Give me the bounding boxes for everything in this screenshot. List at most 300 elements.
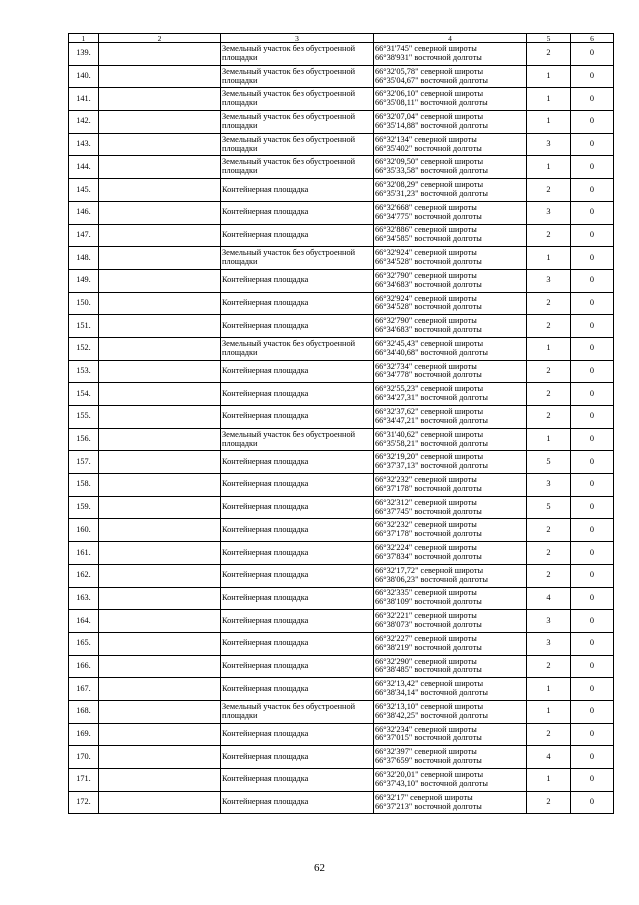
- count-value: 3: [527, 133, 571, 156]
- site-type: Контейнерная площадка: [221, 201, 374, 224]
- longitude: 66°34'528" восточной долготы: [375, 257, 482, 267]
- count-value: 2: [527, 224, 571, 247]
- table-row: [69, 632, 614, 655]
- table-row: [69, 519, 614, 542]
- coordinates-cell: [374, 542, 527, 565]
- row-number: 139.: [69, 43, 99, 66]
- count-value: 1: [527, 337, 571, 360]
- latitude: 66°32'06,10" северной широты: [375, 89, 484, 99]
- zero-value: 0: [571, 406, 614, 429]
- empty-cell: [99, 723, 221, 746]
- row-number: 143.: [69, 133, 99, 156]
- row-number: 161.: [69, 542, 99, 565]
- count-value: 1: [527, 111, 571, 134]
- table-row: [69, 791, 614, 814]
- row-number: 171.: [69, 769, 99, 792]
- empty-cell: [99, 655, 221, 678]
- count-value: 3: [527, 269, 571, 292]
- longitude: 66°37'37,13" восточной долготы: [375, 461, 488, 471]
- empty-cell: [99, 224, 221, 247]
- zero-value: 0: [571, 156, 614, 179]
- longitude: 66°37'745" восточной долготы: [375, 506, 482, 516]
- empty-cell: [99, 451, 221, 474]
- zero-value: 0: [571, 337, 614, 360]
- latitude: 66°32'17" северной широты: [375, 792, 473, 802]
- table-row: [69, 269, 614, 292]
- longitude: 66°35'33,58" восточной долготы: [375, 166, 488, 176]
- row-number: 154.: [69, 383, 99, 406]
- row-number: 158.: [69, 474, 99, 497]
- site-type: Контейнерная площадка: [221, 383, 374, 406]
- zero-value: 0: [571, 247, 614, 270]
- latitude: 66°32'55,23" северной широты: [375, 384, 484, 394]
- empty-cell: [99, 700, 221, 723]
- table-row: [69, 337, 614, 360]
- coordinates-cell: [374, 791, 527, 814]
- site-type: Контейнерная площадка: [221, 746, 374, 769]
- coordinates-cell: [374, 247, 527, 270]
- count-value: 1: [527, 247, 571, 270]
- empty-cell: [99, 474, 221, 497]
- site-type: Контейнерная площадка: [221, 791, 374, 814]
- coordinates-cell: [374, 519, 527, 542]
- count-value: 2: [527, 292, 571, 315]
- table-row: [69, 406, 614, 429]
- latitude: 66°32'734" северной широты: [375, 361, 477, 371]
- coordinates-cell: [374, 179, 527, 202]
- longitude: 66°34'585" восточной долготы: [375, 234, 482, 244]
- row-number: 153.: [69, 360, 99, 383]
- site-type: Контейнерная площадка: [221, 474, 374, 497]
- table-row: [69, 43, 614, 66]
- coordinates-cell: [374, 655, 527, 678]
- coordinates-cell: [374, 111, 527, 134]
- empty-cell: [99, 65, 221, 88]
- site-type: Земельный участок без обустроенной площадки: [221, 337, 374, 360]
- count-value: 3: [527, 201, 571, 224]
- row-number: 141.: [69, 88, 99, 111]
- latitude: 66°32'13,42" северной широты: [375, 679, 484, 689]
- row-number: 155.: [69, 406, 99, 429]
- table-row: [69, 655, 614, 678]
- longitude: 66°37'178" восточной долготы: [375, 529, 482, 539]
- empty-cell: [99, 632, 221, 655]
- site-type: Земельный участок без обустроенной площадки: [221, 428, 374, 451]
- zero-value: 0: [571, 587, 614, 610]
- latitude: 66°32'37,62" северной широты: [375, 406, 484, 416]
- coordinates-cell: [374, 496, 527, 519]
- table-row: [69, 678, 614, 701]
- registry-table-body: [69, 34, 614, 814]
- zero-value: 0: [571, 269, 614, 292]
- coordinates-cell: [374, 474, 527, 497]
- count-value: 1: [527, 700, 571, 723]
- latitude: 66°32'312" северной широты: [375, 497, 477, 507]
- empty-cell: [99, 201, 221, 224]
- longitude: 66°34'683" восточной долготы: [375, 279, 482, 289]
- latitude: 66°32'886" северной широты: [375, 225, 477, 235]
- empty-cell: [99, 496, 221, 519]
- zero-value: 0: [571, 474, 614, 497]
- site-type: Земельный участок без обустроенной площадки: [221, 133, 374, 156]
- column-number: 1: [69, 34, 99, 43]
- table-row: [69, 428, 614, 451]
- count-value: 2: [527, 542, 571, 565]
- longitude: 66°37'213" восточной долготы: [375, 801, 482, 811]
- empty-cell: [99, 179, 221, 202]
- column-number-row: [69, 34, 614, 43]
- table-row: [69, 65, 614, 88]
- row-number: 150.: [69, 292, 99, 315]
- table-row: [69, 179, 614, 202]
- longitude: 66°35'402" восточной долготы: [375, 143, 482, 153]
- count-value: 4: [527, 746, 571, 769]
- zero-value: 0: [571, 746, 614, 769]
- count-value: 2: [527, 179, 571, 202]
- longitude: 66°35'58,21" восточной долготы: [375, 438, 488, 448]
- latitude: 66°31'745" северной широты: [375, 43, 477, 53]
- row-number: 167.: [69, 678, 99, 701]
- row-number: 163.: [69, 587, 99, 610]
- empty-cell: [99, 791, 221, 814]
- latitude: 66°32'668" северной широты: [375, 202, 477, 212]
- empty-cell: [99, 610, 221, 633]
- latitude: 66°32'397" северной широты: [375, 747, 477, 757]
- count-value: 2: [527, 791, 571, 814]
- empty-cell: [99, 519, 221, 542]
- latitude: 66°32'924" северной широты: [375, 248, 477, 258]
- site-type: Контейнерная площадка: [221, 723, 374, 746]
- zero-value: 0: [571, 65, 614, 88]
- count-value: 1: [527, 428, 571, 451]
- empty-cell: [99, 564, 221, 587]
- longitude: 66°37'178" восточной долготы: [375, 483, 482, 493]
- longitude: 66°35'14,88" восточной долготы: [375, 120, 488, 130]
- row-number: 151.: [69, 315, 99, 338]
- empty-cell: [99, 315, 221, 338]
- table-row: [69, 88, 614, 111]
- row-number: 156.: [69, 428, 99, 451]
- site-type: Контейнерная площадка: [221, 678, 374, 701]
- site-type: Земельный участок без обустроенной площадки: [221, 700, 374, 723]
- site-type: Контейнерная площадка: [221, 769, 374, 792]
- table-row: [69, 610, 614, 633]
- count-value: 2: [527, 360, 571, 383]
- longitude: 66°34'40,68" восточной долготы: [375, 347, 488, 357]
- count-value: 2: [527, 564, 571, 587]
- latitude: 66°32'227" северной широты: [375, 633, 477, 643]
- coordinates-cell: [374, 315, 527, 338]
- row-number: 157.: [69, 451, 99, 474]
- coordinates-cell: [374, 269, 527, 292]
- row-number: 166.: [69, 655, 99, 678]
- column-number: 6: [571, 34, 614, 43]
- count-value: 2: [527, 43, 571, 66]
- count-value: 3: [527, 632, 571, 655]
- latitude: 66°32'20,01" северной широты: [375, 769, 484, 779]
- empty-cell: [99, 133, 221, 156]
- longitude: 66°37'43,10" восточной долготы: [375, 778, 488, 788]
- count-value: 5: [527, 496, 571, 519]
- empty-cell: [99, 88, 221, 111]
- column-number: 4: [374, 34, 527, 43]
- site-type: Контейнерная площадка: [221, 632, 374, 655]
- table-row: [69, 564, 614, 587]
- longitude: 66°38'219" восточной долготы: [375, 642, 482, 652]
- empty-cell: [99, 428, 221, 451]
- column-number: 3: [221, 34, 374, 43]
- coordinates-cell: [374, 610, 527, 633]
- latitude: 66°32'924" северной широты: [375, 293, 477, 303]
- zero-value: 0: [571, 224, 614, 247]
- count-value: 4: [527, 587, 571, 610]
- longitude: 66°38'073" восточной долготы: [375, 620, 482, 630]
- table-row: [69, 451, 614, 474]
- zero-value: 0: [571, 564, 614, 587]
- zero-value: 0: [571, 700, 614, 723]
- latitude: 66°32'134" северной широты: [375, 134, 477, 144]
- zero-value: 0: [571, 88, 614, 111]
- longitude: 66°35'08,11" восточной долготы: [375, 98, 488, 108]
- zero-value: 0: [571, 723, 614, 746]
- zero-value: 0: [571, 678, 614, 701]
- row-number: 145.: [69, 179, 99, 202]
- coordinates-cell: [374, 224, 527, 247]
- column-number: 5: [527, 34, 571, 43]
- coordinates-cell: [374, 700, 527, 723]
- table-row: [69, 746, 614, 769]
- table-row: [69, 224, 614, 247]
- zero-value: 0: [571, 655, 614, 678]
- coordinates-cell: [374, 746, 527, 769]
- latitude: 66°32'05,78" северной широты: [375, 66, 484, 76]
- latitude: 66°32'221" северной широты: [375, 611, 477, 621]
- coordinates-cell: [374, 201, 527, 224]
- column-number: 2: [99, 34, 221, 43]
- empty-cell: [99, 542, 221, 565]
- latitude: 66°32'09,50" северной широты: [375, 157, 484, 167]
- site-type: Контейнерная площадка: [221, 179, 374, 202]
- empty-cell: [99, 360, 221, 383]
- latitude: 66°32'290" северной широты: [375, 656, 477, 666]
- longitude: 66°34'683" восточной долготы: [375, 325, 482, 335]
- coordinates-cell: [374, 564, 527, 587]
- site-type: Земельный участок без обустроенной площадки: [221, 88, 374, 111]
- row-number: 164.: [69, 610, 99, 633]
- site-type: Контейнерная площадка: [221, 542, 374, 565]
- row-number: 152.: [69, 337, 99, 360]
- row-number: 144.: [69, 156, 99, 179]
- count-value: 2: [527, 315, 571, 338]
- latitude: 66°32'45,43" северной широты: [375, 338, 484, 348]
- count-value: 1: [527, 156, 571, 179]
- latitude: 66°32'232" северной широты: [375, 520, 477, 530]
- coordinates-cell: [374, 337, 527, 360]
- empty-cell: [99, 678, 221, 701]
- empty-cell: [99, 337, 221, 360]
- row-number: 168.: [69, 700, 99, 723]
- latitude: 66°31'40,62" северной широты: [375, 429, 484, 439]
- coordinates-cell: [374, 451, 527, 474]
- site-type: Земельный участок без обустроенной площадки: [221, 65, 374, 88]
- row-number: 142.: [69, 111, 99, 134]
- coordinates-cell: [374, 133, 527, 156]
- site-type: Контейнерная площадка: [221, 315, 374, 338]
- table-row: [69, 360, 614, 383]
- registry-table: [68, 33, 614, 814]
- coordinates-cell: [374, 723, 527, 746]
- site-type: Земельный участок без обустроенной площадки: [221, 111, 374, 134]
- site-type: Контейнерная площадка: [221, 360, 374, 383]
- coordinates-cell: [374, 383, 527, 406]
- row-number: 140.: [69, 65, 99, 88]
- longitude: 66°35'04,67" восточной долготы: [375, 75, 488, 85]
- table-row: [69, 383, 614, 406]
- coordinates-cell: [374, 156, 527, 179]
- table-row: [69, 156, 614, 179]
- coordinates-cell: [374, 632, 527, 655]
- count-value: 1: [527, 88, 571, 111]
- table-row: [69, 111, 614, 134]
- row-number: 147.: [69, 224, 99, 247]
- site-type: Контейнерная площадка: [221, 519, 374, 542]
- empty-cell: [99, 269, 221, 292]
- count-value: 3: [527, 474, 571, 497]
- site-type: Контейнерная площадка: [221, 655, 374, 678]
- site-type: Контейнерная площадка: [221, 587, 374, 610]
- table-row: [69, 542, 614, 565]
- zero-value: 0: [571, 179, 614, 202]
- longitude: 66°37'659" восточной долготы: [375, 756, 482, 766]
- latitude: 66°32'07,04" северной широты: [375, 112, 484, 121]
- latitude: 66°32'335" северной широты: [375, 588, 477, 598]
- table-row: [69, 474, 614, 497]
- count-value: 2: [527, 655, 571, 678]
- zero-value: 0: [571, 769, 614, 792]
- row-number: 146.: [69, 201, 99, 224]
- site-type: Контейнерная площадка: [221, 292, 374, 315]
- row-number: 159.: [69, 496, 99, 519]
- site-type: Контейнерная площадка: [221, 496, 374, 519]
- zero-value: 0: [571, 542, 614, 565]
- longitude: 66°34'775" восточной долготы: [375, 211, 482, 221]
- empty-cell: [99, 292, 221, 315]
- longitude: 66°38'06,23" восточной долготы: [375, 574, 488, 584]
- table-row: [69, 496, 614, 519]
- coordinates-cell: [374, 406, 527, 429]
- site-type: Контейнерная площадка: [221, 451, 374, 474]
- zero-value: 0: [571, 496, 614, 519]
- count-value: 2: [527, 723, 571, 746]
- table-row: [69, 201, 614, 224]
- latitude: 66°32'08,29" северной широты: [375, 180, 484, 190]
- row-number: 162.: [69, 564, 99, 587]
- coordinates-cell: [374, 43, 527, 66]
- zero-value: 0: [571, 428, 614, 451]
- longitude: 66°38'109" восточной долготы: [375, 597, 482, 607]
- zero-value: 0: [571, 632, 614, 655]
- coordinates-cell: [374, 769, 527, 792]
- longitude: 66°38'485" восточной долготы: [375, 665, 482, 675]
- zero-value: 0: [571, 791, 614, 814]
- site-type: Контейнерная площадка: [221, 564, 374, 587]
- latitude: 66°32'17,72" северной широты: [375, 565, 484, 575]
- count-value: 3: [527, 610, 571, 633]
- site-type: Земельный участок без обустроенной площадки: [221, 156, 374, 179]
- count-value: 5: [527, 451, 571, 474]
- coordinates-cell: [374, 678, 527, 701]
- site-type: Земельный участок без обустроенной площадки: [221, 43, 374, 66]
- empty-cell: [99, 383, 221, 406]
- site-type: Контейнерная площадка: [221, 269, 374, 292]
- site-type: Контейнерная площадка: [221, 224, 374, 247]
- longitude: 66°34'27,31" восточной долготы: [375, 393, 488, 403]
- zero-value: 0: [571, 519, 614, 542]
- table-row: [69, 587, 614, 610]
- empty-cell: [99, 43, 221, 66]
- coordinates-cell: [374, 428, 527, 451]
- row-number: 169.: [69, 723, 99, 746]
- zero-value: 0: [571, 315, 614, 338]
- zero-value: 0: [571, 451, 614, 474]
- table-row: [69, 133, 614, 156]
- count-value: 2: [527, 383, 571, 406]
- longitude: 66°34'47,21" восточной долготы: [375, 415, 488, 425]
- zero-value: 0: [571, 201, 614, 224]
- longitude: 66°38'42,25" восточной долготы: [375, 710, 488, 720]
- empty-cell: [99, 769, 221, 792]
- count-value: 1: [527, 769, 571, 792]
- table-row: [69, 247, 614, 270]
- row-number: 149.: [69, 269, 99, 292]
- coordinates-cell: [374, 65, 527, 88]
- latitude: 66°32'19,20" северной широты: [375, 452, 484, 462]
- zero-value: 0: [571, 360, 614, 383]
- longitude: 66°37'015" восточной долготы: [375, 733, 482, 743]
- table-row: [69, 769, 614, 792]
- zero-value: 0: [571, 43, 614, 66]
- longitude: 66°35'31,23" восточной долготы: [375, 188, 488, 198]
- count-value: 2: [527, 519, 571, 542]
- latitude: 66°32'224" северной широты: [375, 543, 477, 553]
- latitude: 66°32'232" северной широты: [375, 475, 477, 484]
- empty-cell: [99, 156, 221, 179]
- coordinates-cell: [374, 587, 527, 610]
- latitude: 66°32'234" северной широты: [375, 724, 477, 734]
- zero-value: 0: [571, 610, 614, 633]
- row-number: 148.: [69, 247, 99, 270]
- count-value: 1: [527, 65, 571, 88]
- site-type: Контейнерная площадка: [221, 610, 374, 633]
- longitude: 66°38'931" восточной долготы: [375, 52, 482, 62]
- site-type: Контейнерная площадка: [221, 406, 374, 429]
- empty-cell: [99, 406, 221, 429]
- zero-value: 0: [571, 111, 614, 134]
- empty-cell: [99, 587, 221, 610]
- zero-value: 0: [571, 383, 614, 406]
- page-number: 62: [314, 862, 325, 874]
- count-value: 2: [527, 406, 571, 429]
- row-number: 160.: [69, 519, 99, 542]
- coordinates-cell: [374, 292, 527, 315]
- row-number: 170.: [69, 746, 99, 769]
- longitude: 66°34'528" восточной долготы: [375, 302, 482, 312]
- empty-cell: [99, 247, 221, 270]
- empty-cell: [99, 746, 221, 769]
- empty-cell: [99, 111, 221, 134]
- coordinates-cell: [374, 360, 527, 383]
- table-row: [69, 700, 614, 723]
